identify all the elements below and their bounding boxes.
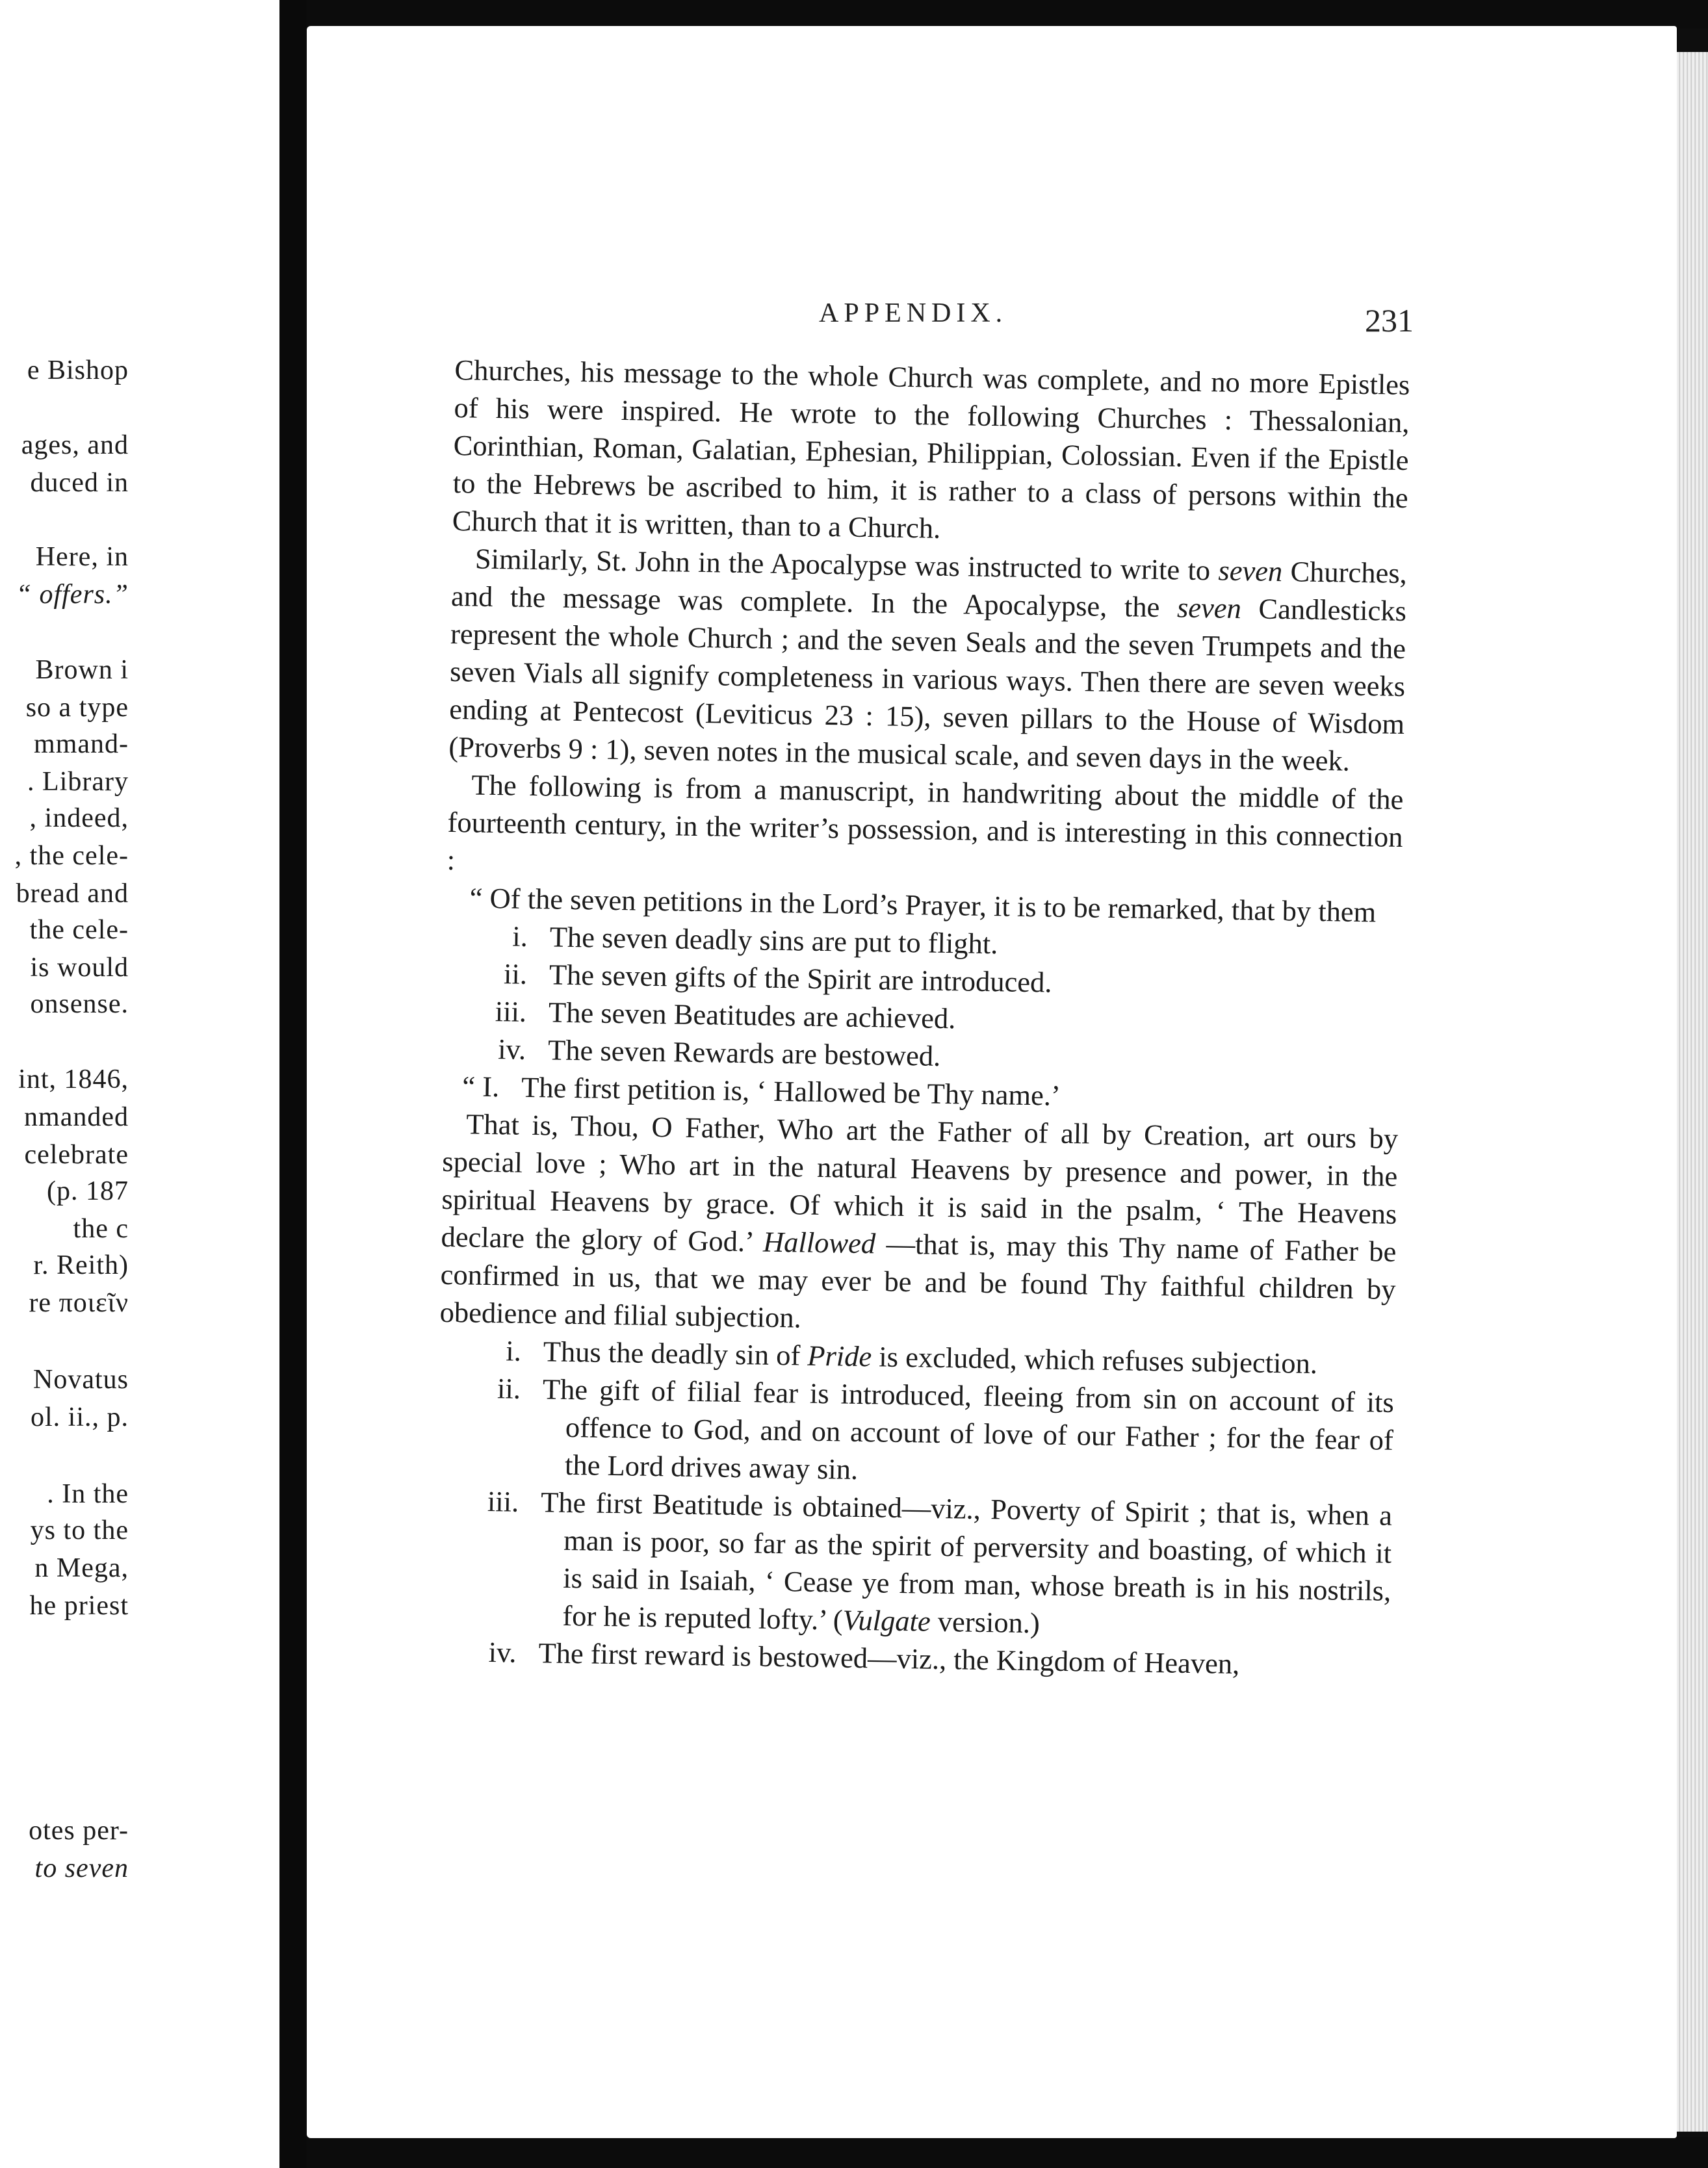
facing-page-line: int, 1846, [18, 1065, 129, 1094]
facing-page-line: duced in [30, 468, 129, 498]
facing-page [0, 0, 279, 2168]
emphasis: Hallowed [762, 1225, 876, 1260]
facing-page-line: the c [73, 1214, 129, 1244]
facing-page-line: . In the [47, 1479, 129, 1509]
page-edges [1677, 52, 1708, 2132]
running-head: APPENDIX. [819, 298, 1008, 328]
facing-page-line: onsense. [30, 989, 129, 1019]
book-gutter [279, 0, 307, 2168]
facing-page-line: to seven [34, 1853, 129, 1883]
emphasis: seven [1218, 554, 1283, 588]
facing-page-line: e Bishop [27, 355, 129, 385]
text-run: That is, Thou, O Father, Who art the Father of all by Creation, art ours by special love ; Who art in the natural Heavens by presence and power, in the spiritual Heavens by grace. Of which it is said in the psalm, ‘ The Heavens declare the glory of God.’ [441, 1107, 1399, 1258]
facing-page-line: Brown i [35, 655, 129, 685]
facing-page-line: otes per- [29, 1816, 129, 1846]
text-run: Thus the deadly sin of [543, 1335, 808, 1372]
text-run: —that is, may this Thy name of Father be confirmed in us, that we may ever be and be found Thy faithful children by obedience and filial subjection. [439, 1227, 1397, 1334]
list-text: The seven deadly sins are put to flight. [549, 920, 998, 961]
facing-page-line: bread and [16, 879, 129, 909]
facing-page-line: celebrate [24, 1140, 129, 1170]
paragraph [448, 539, 1407, 781]
facing-page-line: . Library [27, 767, 129, 797]
paragraph [439, 1105, 1398, 1346]
list-text: The seven gifts of the Spirit are introduced. [549, 958, 1052, 999]
emphasis: Pride [807, 1339, 872, 1373]
list-text: The seven Rewards are bestowed. [547, 1033, 941, 1072]
facing-page-line: ol. ii., p. [30, 1402, 129, 1432]
facing-page-line: Here, in [35, 542, 129, 572]
text-run: version.) [930, 1605, 1041, 1640]
list-item [435, 1482, 1392, 1647]
list-number: ii. [503, 957, 528, 990]
emphasis: seven [1176, 591, 1242, 625]
page-body [434, 351, 1410, 1685]
effects-list [443, 916, 1401, 1120]
facing-page-line: ys to the [30, 1516, 129, 1545]
text-run: Churches, and the message was complete. In the Apocalypse, the [450, 555, 1408, 624]
list-text: The gift of filial fear is introduced, fleeing from sin on account of its offence to God, and on account of love of our Father ; for the fear of the Lord drives away sin. [542, 1373, 1395, 1486]
facing-page-line: mmand- [34, 729, 129, 759]
text-run: Candlesticks represent the whole Church ; and the seven Seals and the seven Trumpets and the seven Vials all signify completeness in various ways. Then there are seven weeks ending at Pentecost (Leviticus 23 : 15), seven pillars to the House of Wisdom (Proverbs 9 : 1), seven notes in the musical scale, and seven days in the week. [448, 592, 1407, 777]
facing-page-line: ages, and [21, 430, 129, 460]
facing-page-line: “ offers.” [16, 580, 129, 610]
facing-page-line: , indeed, [29, 803, 129, 833]
list-number: ii. [497, 1372, 521, 1405]
facing-page-line: re ποιεῖν [29, 1288, 129, 1318]
emphasis: Vulgate [842, 1603, 931, 1638]
text-run: Similarly, St. John in the Apocalypse was instructed to write to [474, 542, 1219, 587]
paragraph: “ Of the seven petitions in the Lord’s Prayer, it is to be remarked, that by them [469, 881, 1377, 929]
list-number: i. [511, 920, 528, 953]
list-text: The first petition is, ‘ Hallowed be Thy name.’ [521, 1070, 1061, 1112]
page-number: 231 [1365, 302, 1414, 339]
list-number: iii. [495, 995, 527, 1028]
list-item [437, 1369, 1395, 1497]
facing-page-line: so a type [25, 693, 129, 723]
text-run: is excluded, which refuses subjection. [871, 1340, 1318, 1380]
facing-page-line: is would [30, 953, 129, 983]
list-number: i. [505, 1334, 522, 1367]
facing-page-line: Novatus [33, 1365, 129, 1395]
petition-effects-list [434, 1331, 1395, 1685]
list-number: iii. [487, 1485, 519, 1518]
list-number: iv. [497, 1033, 526, 1066]
text-run: The first Beatitude is obtained—viz., Poverty of Spirit ; that is, when a man is poor, so far as the spirit of perversity and boasting, of which it is said in Isaiah, ‘ Cease ye from man, whose breath is in his nostrils, for he is reputed lofty.’ ( [540, 1486, 1393, 1636]
paragraph: Churches, his message to the whole Church was complete, and no more Epistles of his were inspired. He wrote to the following Churches : Thessalonian, Corinthian, Roman, Galatian, Ephesian, Philippian, Colossian. Even if the Epistle to the Hebrews be ascribed to him, it is rather to a class of persons within the Church that it is written, than to a Church. [452, 353, 1410, 545]
scan-border-top [307, 0, 1708, 29]
facing-page-line: n Mega, [34, 1553, 129, 1583]
scan-border-bottom [307, 2137, 1708, 2168]
list-text: The seven Beatitudes are achieved. [548, 996, 956, 1035]
list-number: iv. [488, 1636, 517, 1669]
facing-page-line: (p. 187 [47, 1176, 129, 1206]
facing-page-line: the cele- [29, 915, 129, 945]
list-number: “ I. [462, 1070, 500, 1103]
facing-page-line: he priest [29, 1591, 129, 1621]
facing-page-line: r. Reith) [33, 1250, 129, 1280]
facing-page-line: , the cele- [14, 841, 129, 871]
paragraph: The following is from a manuscript, in handwriting about the middle of the fourteenth century, in the writer’s possession, and is interesting in this connection : [446, 768, 1404, 877]
list-text [539, 1483, 1392, 1647]
facing-page-line: nmanded [24, 1102, 129, 1132]
list-text: The first reward is bestowed—viz., the Kingdom of Heaven, [538, 1636, 1240, 1681]
